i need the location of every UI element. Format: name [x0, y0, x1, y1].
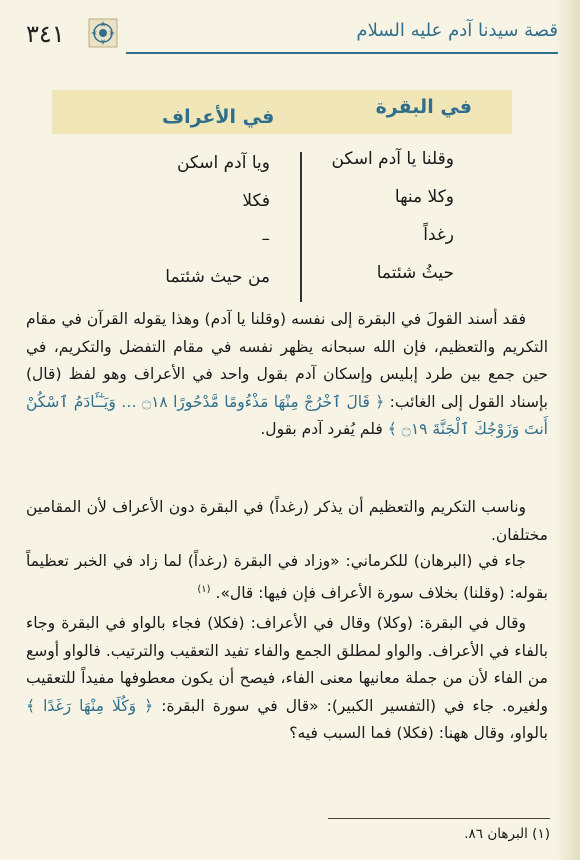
paragraph-1 — [26, 306, 548, 444]
araf-line: فكلا — [242, 191, 270, 211]
header-rule — [126, 52, 558, 54]
paragraph-3 — [26, 548, 548, 607]
baqarah-line: وكلا منها — [394, 187, 454, 207]
column-title-baqarah: في البقرة — [375, 96, 472, 118]
quran-verse-baqarah: ﴿ وَكُلَا مِنْهَا رَغَدًا ﴾ — [26, 696, 154, 715]
paragraph-4-end: بالواو، وقال ههنا: (فكلا) فما السبب فيه؟ — [289, 724, 548, 742]
baqarah-line: حيثُ شئتما — [376, 263, 454, 283]
footnote-marker: (١) — [197, 583, 211, 595]
paragraph-4 — [26, 610, 548, 748]
footnote-rule — [328, 818, 550, 819]
araf-line: – — [261, 229, 270, 249]
page-number: ٣٤١ — [26, 20, 65, 48]
araf-lines — [152, 144, 270, 296]
column-title-araf: في الأعراف — [162, 106, 275, 128]
paragraph-3-text: جاء في (البرهان) للكرماني: «وزاد في البقرة (رغداً) لما زاد في الخبر تعظيماً بقوله: (وقلنا) بخلاف سورة الأعراف فإن فيها: قال». — [26, 552, 548, 602]
running-title: قصة سيدنا آدم عليه السلام — [356, 20, 558, 41]
paragraph-1-end: فلم يُفرد آدم بقول. — [260, 420, 383, 438]
paragraph-2-text: وناسب التكريم والتعظيم أن يذكر (رغداً) في البقرة دون الأعراف لأن المقامين مختلفان. — [26, 498, 548, 544]
column-divider — [300, 152, 302, 302]
footnote: (١) البرهان ٨٦. — [464, 826, 550, 842]
araf-line: ويا آدم اسكن — [176, 153, 270, 173]
paragraph-4-text: وقال في البقرة: (وكلا) وقال في الأعراف: (فكلا) فجاء بالواو في البقرة وجاء بالفاء في الأعراف. والواو لمطلق الجمع والفاء تفيد التعقيب والترتيب. فالواو أوسع من الفاء لأن من جملة معانيها معنى الفاء، فيصح أن يكون معطوفها مفيداً للتعقيب ولغيره. جاء في (التفسير الكبير): «قال في سورة البقرة: — [26, 614, 548, 715]
page-header — [18, 14, 558, 60]
araf-line: من حيث شئتما — [165, 267, 270, 287]
page-edge — [554, 0, 580, 860]
quran-verse-araf: ﴿ قَالَ ٱخْرُجْ مِنْهَا مَذْءُومًا مَّدْحُورًا ۝١٨ … وَيَـٰٓـَٔادَمُ ٱسْكُنْ أَنتَ وَزَوْجُكَ ٱلْجَنَّةَ ۝١٩ ﴾ — [26, 392, 548, 438]
paragraph-1-text: فقد أسند القولَ في البقرة إلى نفسه (وقلنا يا آدم) وهذا يقوله القرآن في مقام التكريم والتعظيم، فإن الله سبحانه يظهر نفسه في مقام التفضل والتكريم، في حين جمع بين طرد إبليس وإسكان آدم بقول واحد في الأعراف وهو لفظ (قال) بإسناد القول إلى الغائب: — [26, 310, 548, 411]
ornament-icon — [88, 18, 118, 48]
baqarah-line: رغداً — [423, 225, 454, 245]
baqarah-line: وقلنا يا آدم اسكن — [331, 149, 454, 169]
baqarah-lines — [331, 140, 454, 292]
paragraph-2 — [26, 494, 548, 549]
comparison-table — [52, 90, 512, 300]
